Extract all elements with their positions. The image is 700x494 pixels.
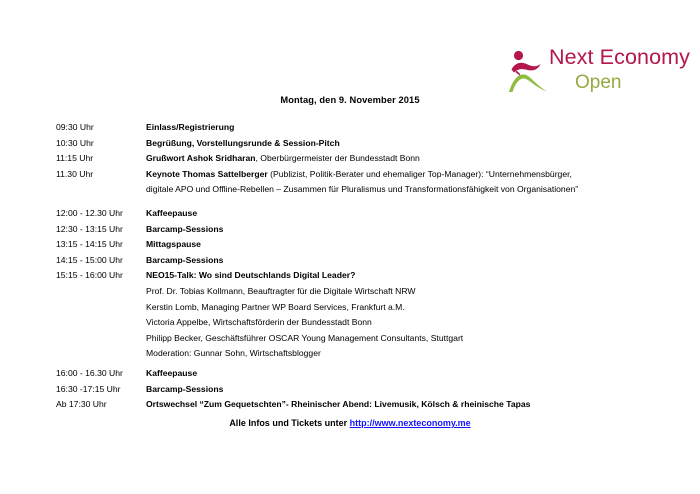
schedule-row-description (146, 268, 676, 284)
schedule-text-bold: Barcamp-Sessions (146, 223, 224, 234)
brand-logo (505, 42, 691, 98)
speaker-name: Moderation: Gunnar Sohn, Wirtschaftsblogger (146, 348, 321, 359)
schedule-row-line (146, 151, 676, 167)
schedule-text-regular: , Oberbürgermeister der Bundesstadt Bonn (255, 153, 420, 164)
schedule-row-line (146, 167, 676, 183)
schedule-row-description (146, 167, 676, 198)
next-economy-open-figure-icon (505, 46, 551, 94)
schedule-row-time: 13:15 - 14:15 Uhr (56, 239, 123, 250)
schedule-text-bold: Kaffeepause (146, 367, 198, 378)
schedule-row-description (146, 120, 676, 136)
schedule-row-line (146, 222, 676, 238)
schedule-row (56, 253, 676, 269)
footer-text: Alle Infos und Tickets unter (229, 418, 350, 428)
schedule-row-time: 16:00 - 16.30 Uhr (56, 367, 123, 378)
schedule-text-bold: Grußwort Ashok Sridharan (146, 153, 256, 164)
schedule-text-bold: Barcamp-Sessions (146, 254, 224, 265)
schedule-text-bold: Kaffeepause (146, 207, 198, 218)
schedule-row-line (146, 382, 676, 398)
schedule-row-time: 11.30 Uhr (56, 168, 94, 179)
speaker-row (56, 300, 676, 316)
schedule-row-line (146, 268, 676, 284)
schedule-row-time: 12:30 - 13:15 Uhr (56, 223, 123, 234)
schedule-row-description (146, 366, 676, 382)
schedule-row-line (146, 120, 676, 136)
tickets-link[interactable]: http://www.nexteconomy.me (349, 418, 471, 428)
schedule-rows-main (56, 120, 676, 284)
schedule-row-time: 11:15 Uhr (56, 153, 94, 164)
schedule-row-line (146, 366, 676, 382)
speaker-name: Philipp Becker, Geschäftsführer OSCAR Young Management Consultants, Stuttgart (146, 332, 464, 343)
schedule-row-description (146, 206, 676, 222)
schedule-row-time: 15:15 - 16:00 Uhr (56, 270, 123, 281)
speaker-row (56, 331, 676, 347)
schedule-rows-after (56, 366, 676, 413)
schedule-row-time: 10:30 Uhr (56, 137, 94, 148)
schedule-text-bold: Begrüßung, Vorstellungsrunde & Session-Pitch (146, 137, 340, 148)
schedule-spacer (56, 198, 676, 206)
schedule-row-time: 16:30 -17:15 Uhr (56, 383, 121, 394)
schedule-row-description (146, 397, 676, 413)
schedule-row-time: 12:00 - 12.30 Uhr (56, 207, 123, 218)
schedule-text-regular: digitale APO und Offline-Rebellen – Zusammen für Pluralismus und Transformationsfähigkeit von Organisationen” (146, 184, 579, 195)
schedule-row (56, 268, 676, 284)
logo-wordmark: Next Economy (549, 45, 691, 69)
schedule-row (56, 120, 676, 136)
schedule-text-bold: Keynote Thomas Sattelberger (146, 168, 268, 179)
schedule-row-description (146, 237, 676, 253)
schedule-row (56, 151, 676, 167)
schedule-row (56, 206, 676, 222)
schedule-row-line (146, 206, 676, 222)
speaker-row (56, 346, 676, 362)
schedule-row (56, 167, 676, 198)
schedule-text-bold: Mittagspause (146, 239, 201, 250)
schedule-row (56, 397, 676, 413)
footer-info (0, 418, 700, 428)
schedule-text-bold: Einlass/Registrierung (146, 122, 235, 132)
schedule-row (56, 136, 676, 152)
logo-subword: Open (575, 72, 622, 93)
schedule-row (56, 382, 676, 398)
speaker-name: Prof. Dr. Tobias Kollmann, Beauftragter für die Digitale Wirtschaft NRW (146, 285, 416, 296)
schedule-row-line (146, 397, 676, 413)
speaker-row (56, 284, 676, 300)
schedule-text-bold: Ortswechsel “Zum Gequetschten”- Rheinischer Abend: Livemusik, Kölsch & rheinische Tapas (146, 399, 531, 410)
speaker-list (56, 284, 676, 366)
schedule-row-time: 14:15 - 15:00 Uhr (56, 254, 123, 265)
schedule-row (56, 366, 676, 382)
schedule-row-description (146, 222, 676, 238)
speaker-row (56, 315, 676, 331)
schedule-row (56, 237, 676, 253)
schedule-row-description (146, 151, 676, 167)
schedule-text-bold: Barcamp-Sessions (146, 383, 224, 394)
schedule-row-description (146, 253, 676, 269)
schedule-text-regular: (Publizist, Politik-Berater und ehemaliger Top-Manager): “Unternehmensbürger, (267, 168, 572, 179)
schedule-row-line (146, 136, 676, 152)
schedule-row-time: Ab 17:30 Uhr (56, 399, 107, 410)
schedule-row (56, 222, 676, 238)
schedule-row-line (146, 253, 676, 269)
speaker-name: Victoria Appelbe, Wirtschaftsförderin der Bundesstadt Bonn (146, 317, 372, 328)
schedule-row-description (146, 136, 676, 152)
schedule-text-bold: NEO15-Talk: Wo sind Deutschlands Digital Leader? (146, 270, 356, 281)
schedule-row-line (146, 182, 676, 198)
schedule-row-line (146, 237, 676, 253)
schedule-table (56, 120, 676, 413)
page-title: Montag, den 9. November 2015 (280, 95, 420, 105)
schedule-row-description (146, 382, 676, 398)
schedule-row-time: 09:30 Uhr (56, 122, 94, 132)
speaker-name: Kerstin Lomb, Managing Partner WP Board Services, Frankfurt a.M. (146, 301, 405, 312)
